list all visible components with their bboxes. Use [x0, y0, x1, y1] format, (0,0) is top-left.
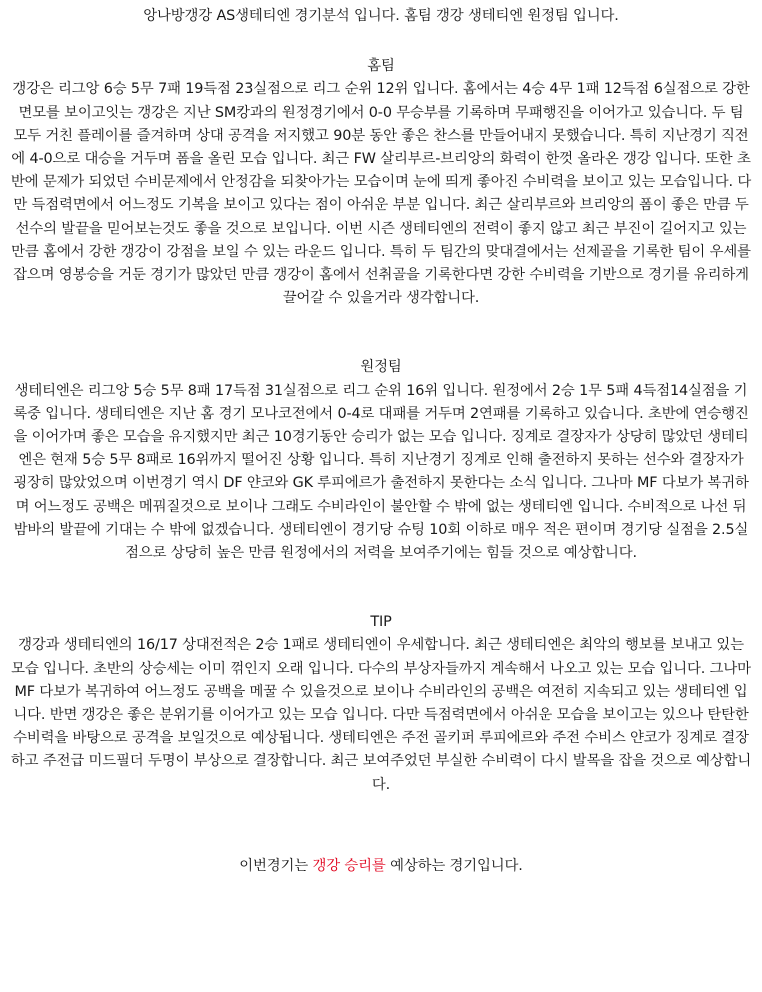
away-team-analysis: 생테티엔은 리그앙 5승 5무 8패 17득점 31실점으로 리그 순위 16위 입니다. 원정에서 2승 1무 5패 4득점14실점을 기록중 입니다. 생테티엔은 지난 홈 경기 모나코전에서 0-4로 대패를 거두며 2연패를 기록하고 있습니다. 초반에 연승행진을 이어가며 좋은 모습을 유지했지만 최근 10경기동안 승리가 없는 모습 입니다. 징계로 결장자가 상당히 많았던 생테티엔은 현재 5승 5무 8패로 16위까지 떨어진 상황 입니다. 특히 지난경기 징계로 인해 출전하지 못하는 선수와 결장자가 굉장히 많았었으며 이번경기 역시 DF 얀코와 GK 루피에르가 출전하지 못한다는 소식 입니다. 그나마 MF 다보가 복귀하며 어느정도 공백은 메꿔질것으로 보이나 그래도 수비라인이 불안할 수 밖에 없는 생테티엔 입니다. 수비적으로 나선 뒤 밤바의 발끝에 기대는 수 밖에 없겠습니다. 생테티엔이 경기당 슈팅 10회 이하로 매우 적은 편이며 경기당 실점을 2.5실점으로 상당히 높은 만큼 원정에서의 저력을 보여주기에는 힘들 것으로 예상합니다. [13, 382, 749, 562]
prediction-prefix: 이번경기는 [239, 857, 313, 874]
intro-text: 앙나방갱강 AS생테티엔 경기분석 입니다. 홈팀 갱강 생테티엔 원정팀 입니다. [143, 8, 619, 24]
home-team-title: 홈팀 [367, 58, 395, 75]
tip-title: TIP [370, 614, 392, 631]
away-team-section [10, 356, 752, 565]
away-team-title: 원정팀 [360, 359, 402, 376]
home-team-analysis: 갱강은 리그앙 6승 5무 7패 19득점 23실점으로 리그 순위 12위 입니다. 홈에서는 4승 4무 1패 12득점 6실점으로 강한 면모를 보이고잇는 갱강은 지난 SM캉과의 원정경기에서 0-0 무승부를 기록하며 무패행진을 이어가고 있습니다. 두 팀 모두 거친 플레이를 즐겨하며 상대 공격을 저지했고 90분 동안 좋은 찬스를 만들어내지 못했습니다. 특히 지난경기 직전에 4-0으로 대승을 거두며 폼을 올린 모습 입니다. 최근 FW 살리부르-브리앙의 화력이 한껏 올라온 갱강 입니다. 또한 초반에 문제가 되었던 수비문제에서 안정감을 되찾아가는 모습이며 눈에 띄게 좋아진 수비력을 보이고 있는 모습입니다. 다만 득점력면에서 어느정도 기복을 보이고 있다는 점이 아쉬운 부분 입니다. 최근 살리부르와 브리앙의 폼이 좋은 만큼 두 선수의 발끝을 믿어보는것도 좋을 것으로 보입니다. 이번 시즌 생테티엔의 전력이 좋지 않고 최근 부진이 길어지고 있는 만큼 홈에서 강한 갱강이 강점을 보일 수 있는 라운드 입니다. 특히 두 팀간의 맞대결에서는 선제골을 기록한 팀이 우세를 잡으며 영봉승을 거둔 경기가 많았던 만큼 갱강이 홈에서 선취골을 기록한다면 강한 수비력을 기반으로 경기를 유리하게 끌어갈 수 있을거라 생각합니다. [10, 81, 752, 307]
prediction-suffix: 예상하는 경기입니다. [385, 857, 523, 874]
tip-section [10, 611, 752, 797]
prediction-line [10, 855, 752, 878]
prediction-highlight: 갱강 승리를 [312, 857, 386, 874]
home-team-section [10, 55, 752, 310]
spacer [10, 797, 752, 855]
spacer [10, 310, 752, 356]
spacer [10, 565, 752, 611]
tip-analysis: 갱강과 생테티엔의 16/17 상대전적은 2승 1패로 생테티엔이 우세합니다. 최근 생테티엔은 최악의 행보를 보내고 있는 모습 입니다. 초반의 상승세는 이미 꺾인지 오래 입니다. 다수의 부상자들까지 계속해서 나오고 있는 모습 입니다. 그나마 MF 다보가 복귀하여 어느정도 공백을 메꿀 수 있을것으로 보이나 수비라인의 공백은 여전히 지속되고 있는 생테티엔 입니다. 반면 갱강은 좋은 분위기를 이어가고 있는 모습 입니다. 다만 득점력면에서 아쉬운 모습을 보이고는 있으나 탄탄한 수비력을 바탕으로 공격을 보일것으로 예상됩니다. 생테티엔은 주전 골키퍼 루피에르와 주전 수비스 얀코가 징계로 결장하고 주전급 미드필더 두명이 부상으로 결장합니다. 최근 보여주었던 부실한 수비력이 다시 발목을 잡을 것으로 예상합니다. [10, 637, 752, 793]
